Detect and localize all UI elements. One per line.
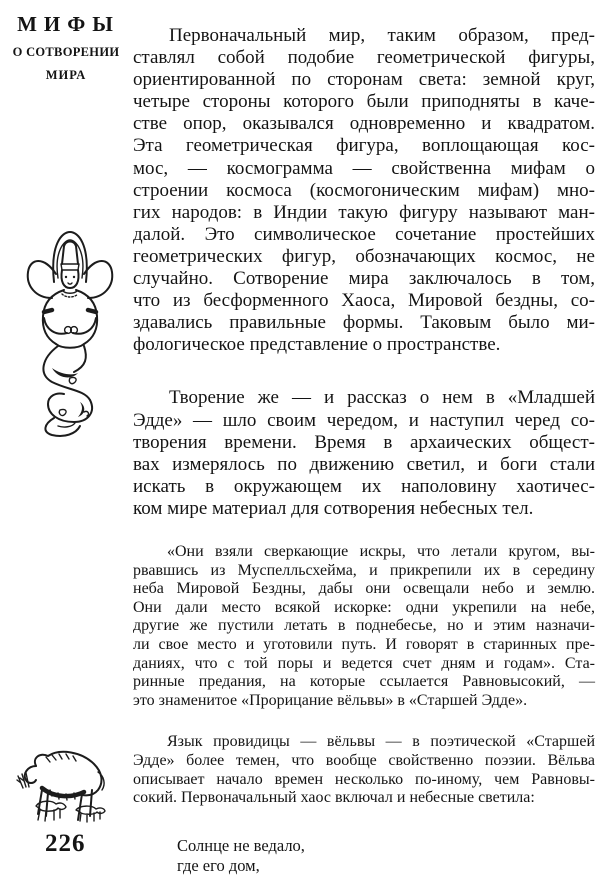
text-line: творения времени. Время в архаических общест- bbox=[133, 431, 595, 453]
text-line: геометрических фигур, обозначающих космос, не bbox=[133, 245, 595, 267]
text-line: Эдде» более темен, что вообще свойственно поэзии. Вёльва bbox=[133, 751, 595, 769]
running-head bbox=[10, 13, 122, 82]
text-line: случайно. Сотворение мира заключалось в том, bbox=[133, 268, 595, 290]
text-line: Эдде» — шло своим чередом, и наступил черед со- bbox=[133, 409, 595, 431]
text-line: ли свое место и уготовили путь. И говорят в старинных пре- bbox=[133, 635, 595, 653]
quote-sparks-of-muspellheim bbox=[133, 543, 595, 710]
text-line: ориентированной по сторонам света: земной круг, bbox=[133, 69, 595, 91]
text-line: это знаменитое «Прорицание вёльвы» в «Старшей Эдде». bbox=[133, 691, 528, 709]
paragraph-creation-of-time bbox=[133, 387, 595, 520]
running-head-subtitle-1: О СОТВОРЕНИИ bbox=[12, 45, 120, 59]
text-line: ком мире материал для сотворения небесных тел. bbox=[133, 497, 534, 519]
naga-deity-drawing bbox=[14, 222, 126, 440]
text-line: строении космоса (космогоническим мифам) мно- bbox=[133, 179, 595, 201]
quote-voelva-language bbox=[133, 733, 595, 807]
naga-deity-illustration bbox=[14, 222, 126, 445]
text-line: далой. Это символическое сочетание простейших bbox=[133, 223, 595, 245]
running-head-title: МИФЫ bbox=[17, 12, 120, 36]
text-line: Творение же — и рассказ о нем в «Младшей bbox=[169, 387, 595, 409]
cave-horses-drawing bbox=[12, 748, 118, 828]
paragraph-cosmogram bbox=[133, 25, 595, 356]
text-line: вах измерялось по движению светил, и боги стали bbox=[133, 453, 595, 475]
text-line: гих народов: в Индии такую фигуру называют ман- bbox=[133, 201, 595, 223]
text-line: Язык провидицы — вёльвы — в поэтической «Старшей bbox=[167, 733, 595, 751]
text-line: даниях, что с той поры и ведется счет дням и годам». Ста- bbox=[133, 654, 595, 672]
text-line: рвавшись из Муспелльсхейма, и прикрепили их в середину bbox=[133, 561, 595, 579]
text-line: Они дали место всякой искорке: одни укрепили на небе, bbox=[133, 598, 595, 616]
cave-horses-illustration bbox=[12, 748, 118, 833]
text-line: описывает начало времен несколько по-иному, чем Равновы- bbox=[133, 770, 595, 788]
text-line: стве опор, оказывался одновременно и квадратом. bbox=[133, 113, 595, 135]
text-line: мос, — космограмма — свойственна мифам о bbox=[133, 157, 595, 179]
text-line: Первоначальный мир, таким образом, пред- bbox=[169, 25, 595, 46]
text-line: ставлял собой подобие геометрической фигуры, bbox=[133, 47, 595, 69]
text-line: Солнце не ведало, bbox=[177, 835, 305, 855]
text-line: Эта геометрическая фигура, воплощающая кос- bbox=[133, 135, 595, 157]
text-line: фологическое представление о пространстве. bbox=[133, 334, 501, 356]
page-number: 226 bbox=[45, 830, 86, 857]
text-line: другие же пустили летать в поднебесье, но и этим назначи- bbox=[133, 617, 595, 635]
text-line: неба Мировой Бездны, дабы они освещали небо и землю. bbox=[133, 580, 595, 598]
text-line: «Они взяли сверкающие искры, что летали кругом, вы- bbox=[167, 542, 595, 560]
text-line: искать в окружающем их наполовину хаотичес- bbox=[133, 475, 595, 497]
text-line: здавались правильные формы. Таковым было ми- bbox=[133, 312, 595, 334]
text-line: что из бесформенного Хаоса, Мировой бездны, со- bbox=[133, 290, 595, 312]
text-line: сокий. Первоначальный хаос включал и небесные светила: bbox=[133, 789, 535, 807]
verse-sun-did-not-know bbox=[177, 836, 595, 876]
text-line: ринные предания, на которые ссылается Равновысокий, — bbox=[133, 673, 595, 691]
running-head-subtitle-2: МИРА bbox=[45, 68, 87, 82]
text-line: четыре стороны которого были приподняты в каче- bbox=[133, 91, 595, 113]
text-line: где его дом, bbox=[177, 855, 260, 875]
text-column bbox=[133, 25, 595, 876]
